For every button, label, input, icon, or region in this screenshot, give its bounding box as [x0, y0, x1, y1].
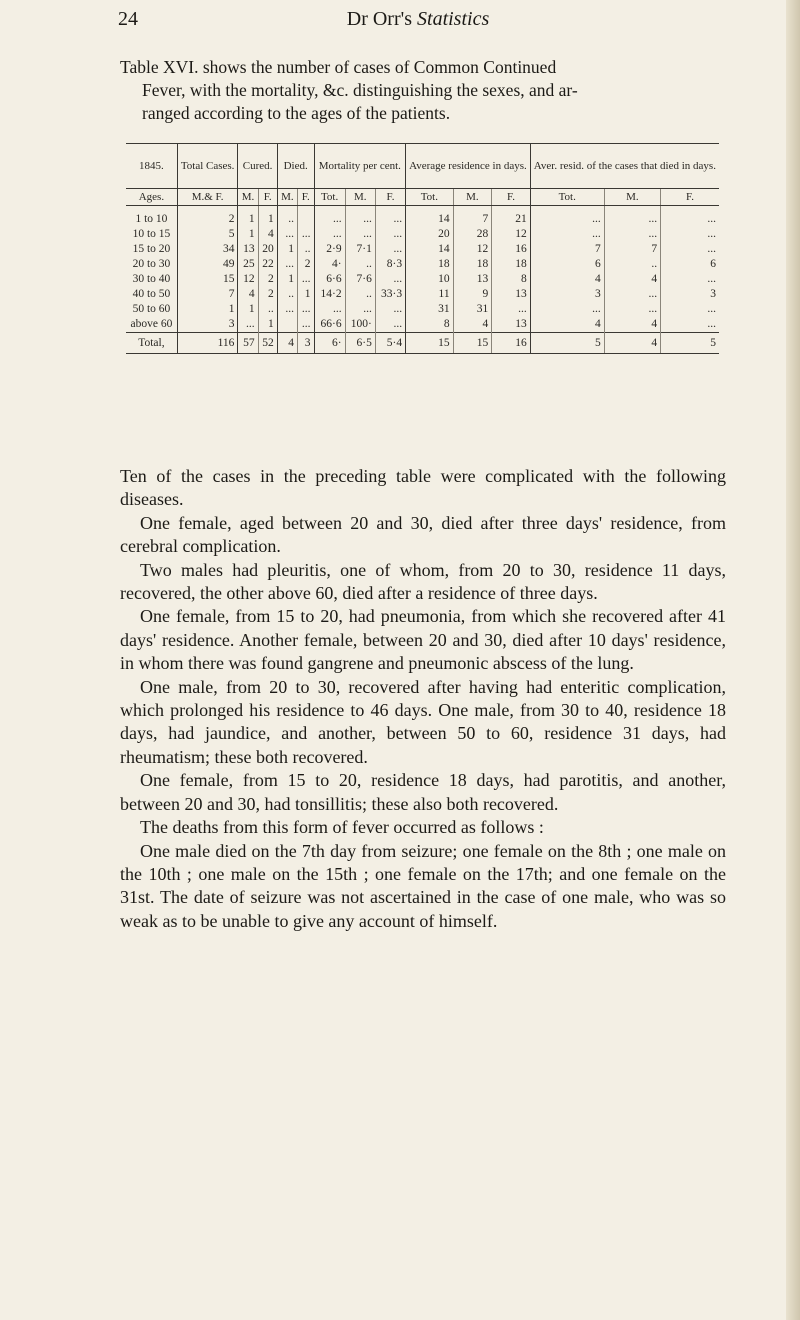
total-cases-header: Total Cases.	[177, 144, 238, 189]
res-f-cell: ...	[492, 302, 531, 317]
cured-m-cell: 25	[238, 257, 258, 272]
dres-tot-cell: ...	[530, 302, 604, 317]
total-cell: 15	[177, 272, 238, 287]
table-row	[126, 257, 719, 272]
cured-m-cell: 57	[238, 333, 258, 354]
dres-tot-cell: 4	[530, 317, 604, 333]
page-edge-shadow	[786, 0, 800, 1320]
mortality-header: Mortality per cent.	[314, 144, 406, 189]
dres-f-cell: ...	[661, 317, 719, 333]
res-m-cell: 18	[453, 257, 492, 272]
paragraph: Ten of the cases in the preceding table were complicated with the following diseases.	[120, 466, 726, 510]
mort-tot-cell: ...	[314, 206, 345, 228]
mort-tot-cell: 66·6	[314, 317, 345, 333]
table-row	[126, 242, 719, 257]
dres-tot-cell: 5	[530, 333, 604, 354]
cured-f-cell: 1	[258, 206, 277, 228]
cured-f-cell: 4	[258, 227, 277, 242]
intro-line: Fever, with the mortality, &c. distinguishing the sexes, and ar-	[142, 80, 578, 100]
total-cell: 1	[177, 302, 238, 317]
dres-tot-cell: 4	[530, 272, 604, 287]
paragraph: One female, aged between 20 and 30, died after three days' residence, from cerebral complication.	[120, 512, 726, 557]
subheader-f: F.	[492, 189, 531, 206]
mort-f-cell: ...	[375, 206, 405, 228]
dres-m-cell: ...	[604, 287, 660, 302]
res-f-cell: 13	[492, 317, 531, 333]
res-m-cell: 15	[453, 333, 492, 354]
dres-tot-cell: 7	[530, 242, 604, 257]
dres-f-cell: 6	[661, 257, 719, 272]
res-tot-cell: 8	[406, 317, 454, 333]
died-header: Died.	[277, 144, 314, 189]
intro-line: Table XVI. shows the number of cases of Common Continued	[120, 57, 557, 77]
died-f-cell: 2	[297, 257, 314, 272]
died-m-cell: 1	[277, 272, 297, 287]
total-cell: 116	[177, 333, 238, 354]
dres-f-cell: ...	[661, 242, 719, 257]
dres-f-cell: 3	[661, 287, 719, 302]
died-f-cell: ..	[297, 242, 314, 257]
running-title-prefix: Dr Orr's	[346, 8, 413, 30]
mort-m-cell: 100·	[345, 317, 375, 333]
dres-m-cell: ..	[604, 257, 660, 272]
dres-tot-cell: 6	[530, 257, 604, 272]
res-tot-cell: 18	[406, 257, 454, 272]
res-tot-cell: 31	[406, 302, 454, 317]
cured-m-cell: 13	[238, 242, 258, 257]
page-number: 24	[118, 8, 138, 30]
res-f-cell: 18	[492, 257, 531, 272]
dres-f-cell: ...	[661, 272, 719, 287]
age-cell: 40 to 50	[132, 288, 171, 300]
paragraph: One female, from 15 to 20, had pneumonia, from which she recovered after 41 days' residence. Another female, between 20 and 30, died after 10 days' residence, in whom there was found gangrene and pneumonic abscess of the lung.	[120, 606, 726, 674]
table-row	[126, 227, 719, 242]
cured-f-cell: 20	[258, 242, 277, 257]
res-f-cell: 16	[492, 242, 531, 257]
ages-header: Ages.	[126, 189, 177, 206]
dres-m-cell: 4	[604, 317, 660, 333]
cured-m-cell: ...	[238, 317, 258, 333]
mort-f-cell: 33·3	[375, 287, 405, 302]
age-cell: above 60	[130, 318, 173, 330]
died-f-cell: 3	[297, 333, 314, 354]
mort-m-cell: 7·1	[345, 242, 375, 257]
cured-f-cell: 1	[258, 317, 277, 333]
res-f-cell: 12	[492, 227, 531, 242]
died-m-cell: ..	[277, 206, 297, 228]
paragraph: The deaths from this form of fever occurred as follows :	[140, 817, 544, 838]
running-title	[118, 8, 718, 31]
table-row	[126, 206, 719, 228]
dres-m-cell: 4	[604, 333, 660, 354]
died-f-cell: ...	[297, 302, 314, 317]
total-cell: 2	[177, 206, 238, 228]
intro-line: ranged according to the ages of the patients.	[142, 103, 451, 123]
res-tot-cell: 20	[406, 227, 454, 242]
res-f-cell: 8	[492, 272, 531, 287]
res-tot-cell: 14	[406, 206, 454, 228]
mort-f-cell: ...	[375, 227, 405, 242]
mort-tot-cell: 4·	[314, 257, 345, 272]
subheader-f: F.	[258, 189, 277, 206]
total-cell: 49	[177, 257, 238, 272]
died-f-cell	[297, 206, 314, 228]
cured-m-cell: 4	[238, 287, 258, 302]
table-row	[126, 317, 719, 333]
mort-m-cell: ...	[345, 227, 375, 242]
res-tot-cell: 10	[406, 272, 454, 287]
subheader-m: M.	[453, 189, 492, 206]
subheader-tot: Tot.	[314, 189, 345, 206]
died-m-cell: ...	[277, 227, 297, 242]
page-header	[118, 6, 718, 36]
res-f-cell: 13	[492, 287, 531, 302]
mort-tot-cell: ...	[314, 227, 345, 242]
dres-f-cell: 5	[661, 333, 719, 354]
dres-f-cell: ...	[661, 206, 719, 228]
died-m-cell	[277, 317, 297, 333]
dres-m-cell: ...	[604, 302, 660, 317]
table-header-row	[126, 144, 719, 189]
dres-m-cell: ...	[604, 206, 660, 228]
mort-m-cell: 6·5	[345, 333, 375, 354]
dres-f-cell: ...	[661, 227, 719, 242]
cured-m-cell: 1	[238, 206, 258, 228]
dres-tot-cell: 3	[530, 287, 604, 302]
paragraph: Two males had pleuritis, one of whom, from 20 to 30, residence 11 days, recovered, the other above 60, died after a residence of three days.	[120, 559, 726, 604]
table-row	[126, 302, 719, 317]
mort-tot-cell: ...	[314, 302, 345, 317]
mort-m-cell: ...	[345, 302, 375, 317]
mort-f-cell: ...	[375, 317, 405, 333]
res-m-cell: 12	[453, 242, 492, 257]
died-f-cell: ...	[297, 227, 314, 242]
subheader-m: M.	[345, 189, 375, 206]
res-tot-cell: 11	[406, 287, 454, 302]
running-title-italic: Statistics	[417, 8, 490, 30]
mort-m-cell: ..	[345, 287, 375, 302]
cured-m-cell: 12	[238, 272, 258, 287]
cured-f-cell: 22	[258, 257, 277, 272]
subheader-f: F.	[375, 189, 405, 206]
dres-f-cell: ...	[661, 302, 719, 317]
total-cell: 34	[177, 242, 238, 257]
dres-m-cell: 4	[604, 272, 660, 287]
mort-f-cell: 8·3	[375, 257, 405, 272]
subheader-m: M.	[238, 189, 258, 206]
died-m-cell: 1	[277, 242, 297, 257]
died-f-cell: 1	[297, 287, 314, 302]
cured-f-cell: 52	[258, 333, 277, 354]
died-f-cell: ...	[297, 272, 314, 287]
died-m-cell: ..	[277, 287, 297, 302]
res-m-cell: 28	[453, 227, 492, 242]
paragraph: One male died on the 7th day from seizure; one female on the 8th ; one male on the 10th ; one male on the 15th ; one female on the 17th; and one female on the 31st. The date of seizure was not ascertained in the case of one male, who was so weak as to be unable to give any account of himself.	[120, 840, 726, 931]
avg-residence-header: Average residence in days.	[406, 144, 531, 189]
body-text	[120, 465, 726, 933]
subheader-mf: M.& F.	[177, 189, 238, 206]
age-cell: 15 to 20	[132, 243, 171, 255]
mort-m-cell: ...	[345, 206, 375, 228]
table-row	[126, 272, 719, 287]
total-cell: 3	[177, 317, 238, 333]
subheader-tot: Tot.	[530, 189, 604, 206]
cured-header: Cured.	[238, 144, 277, 189]
age-cell: 30 to 40	[132, 273, 171, 285]
subheader-tot: Tot.	[406, 189, 454, 206]
age-cell: 10 to 15	[132, 228, 171, 240]
table-subheader-row	[126, 189, 719, 206]
total-cell: 5	[177, 227, 238, 242]
table-row	[126, 287, 719, 302]
died-f-cell: ...	[297, 317, 314, 333]
dres-tot-cell: ...	[530, 206, 604, 228]
cured-m-cell: 1	[238, 302, 258, 317]
mort-tot-cell: 14·2	[314, 287, 345, 302]
cured-m-cell: 1	[238, 227, 258, 242]
mort-f-cell: ...	[375, 242, 405, 257]
subheader-m: M.	[277, 189, 297, 206]
fever-statistics-table	[126, 143, 719, 354]
died-residence-header: Aver. resid. of the cases that died in days.	[530, 144, 719, 189]
subheader-m: M.	[604, 189, 660, 206]
table-intro	[120, 56, 724, 125]
mort-f-cell: 5·4	[375, 333, 405, 354]
res-m-cell: 13	[453, 272, 492, 287]
mort-f-cell: ...	[375, 272, 405, 287]
res-m-cell: 4	[453, 317, 492, 333]
res-m-cell: 9	[453, 287, 492, 302]
res-tot-cell: 15	[406, 333, 454, 354]
table-total-row	[126, 333, 719, 354]
died-m-cell: ...	[277, 257, 297, 272]
paragraph: One female, from 15 to 20, residence 18 days, had parotitis, and another, between 20 and 30, had tonsillitis; these also both recovered.	[120, 770, 726, 814]
died-m-cell: ...	[277, 302, 297, 317]
mort-m-cell: 7·6	[345, 272, 375, 287]
dres-m-cell: ...	[604, 227, 660, 242]
subheader-f: F.	[661, 189, 719, 206]
died-m-cell: 4	[277, 333, 297, 354]
age-cell: 50 to 60	[132, 303, 171, 315]
res-f-cell: 21	[492, 206, 531, 228]
mort-tot-cell: 6·	[314, 333, 345, 354]
dres-tot-cell: ...	[530, 227, 604, 242]
mort-tot-cell: 6·6	[314, 272, 345, 287]
age-cell: 20 to 30	[132, 258, 171, 270]
paragraph: One male, from 20 to 30, recovered after having had enteritic complication, which prolonged his residence to 46 days. One male, from 30 to 40, residence 18 days, had jaundice, and another, between 50 to 60, residence 31 days, had rheumatism; these both recovered.	[120, 676, 726, 767]
mort-m-cell: ..	[345, 257, 375, 272]
cured-f-cell: ..	[258, 302, 277, 317]
cured-f-cell: 2	[258, 272, 277, 287]
total-cell: 7	[177, 287, 238, 302]
mort-f-cell: ...	[375, 302, 405, 317]
res-f-cell: 16	[492, 333, 531, 354]
dres-m-cell: 7	[604, 242, 660, 257]
res-m-cell: 31	[453, 302, 492, 317]
res-tot-cell: 14	[406, 242, 454, 257]
cured-f-cell: 2	[258, 287, 277, 302]
res-m-cell: 7	[453, 206, 492, 228]
mort-tot-cell: 2·9	[314, 242, 345, 257]
subheader-f: F.	[297, 189, 314, 206]
year-header: 1845.	[126, 144, 177, 189]
age-cell: Total,	[126, 333, 177, 354]
age-cell: 1 to 10	[135, 213, 168, 225]
